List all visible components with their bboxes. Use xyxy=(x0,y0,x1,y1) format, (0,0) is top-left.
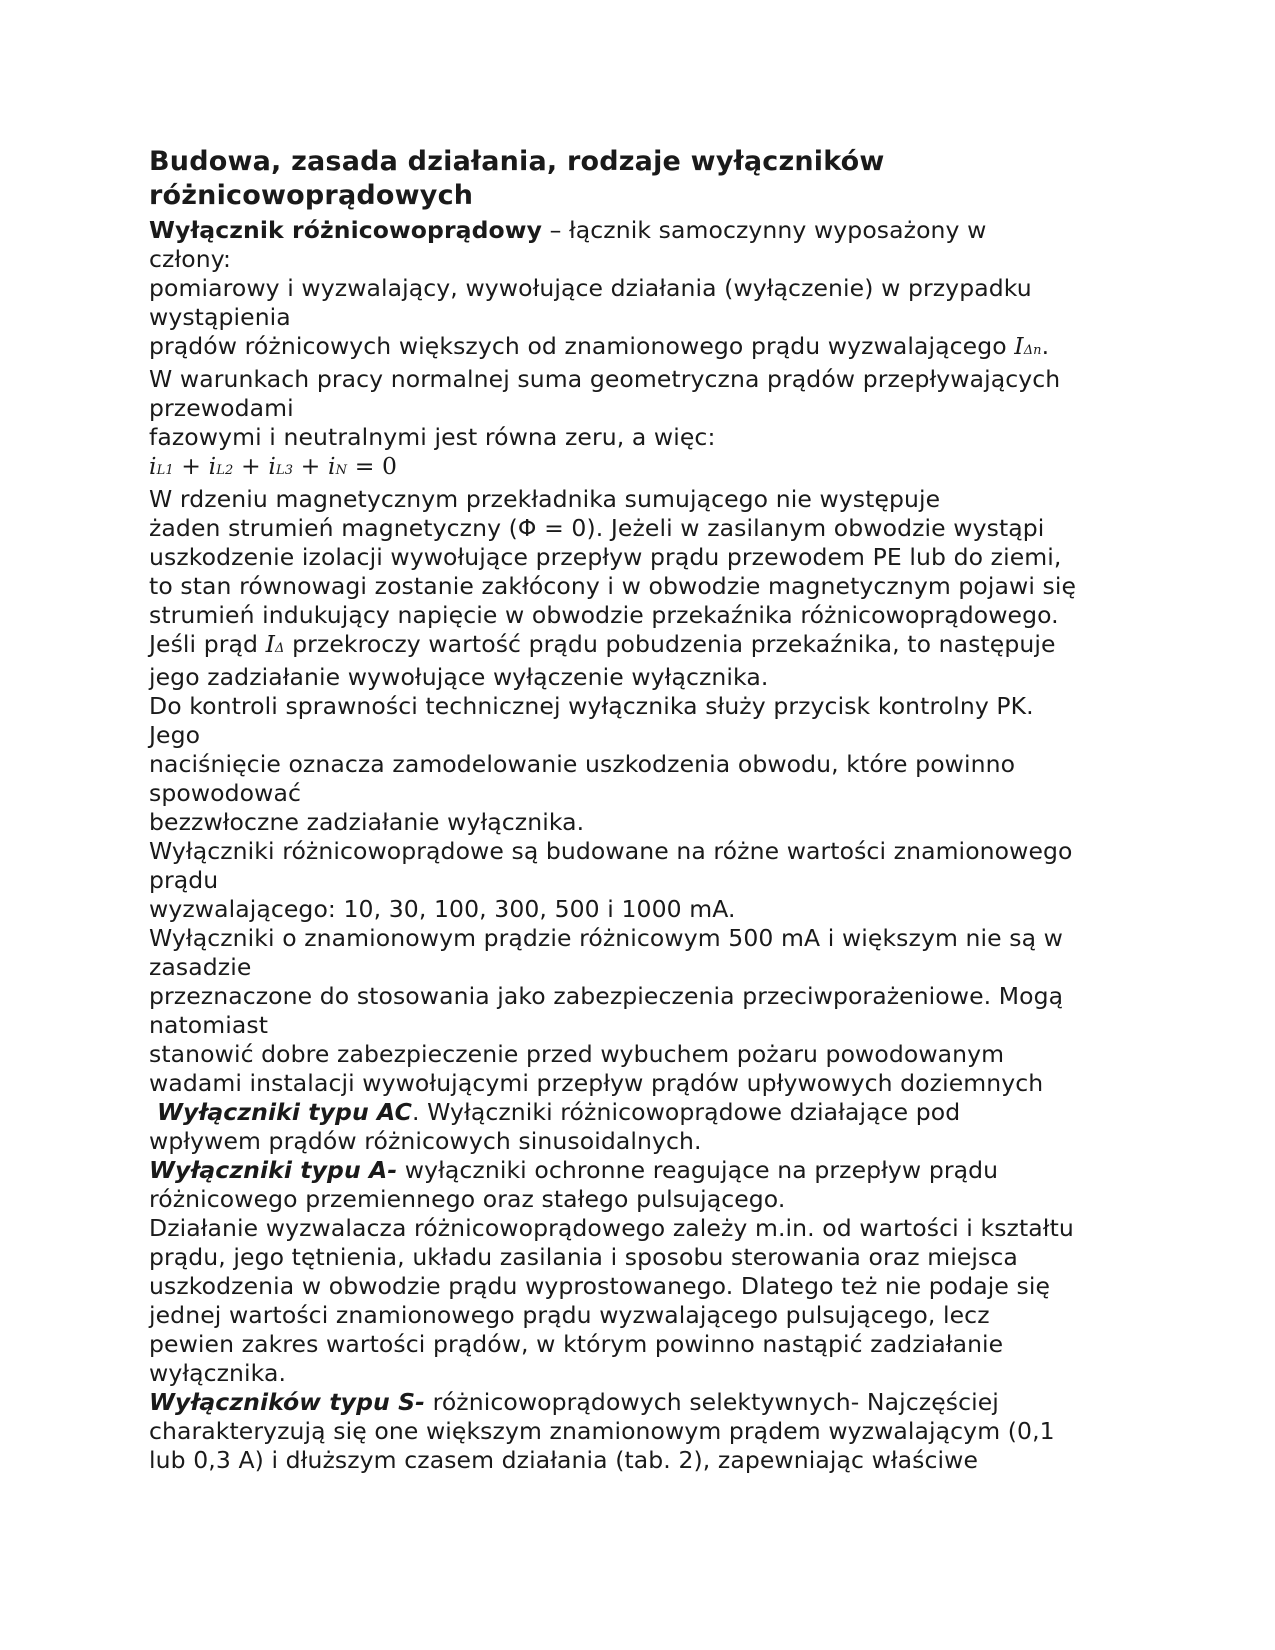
text-line: człony: xyxy=(149,245,232,273)
type-ac-term: Wyłączniki typu AC xyxy=(157,1098,412,1126)
text-line: pewien zakres wartości prądów, w którym powinno nastąpić zadziałanie xyxy=(149,1330,1004,1358)
type-a-line: Wyłączniki typu A- wyłączniki ochronne reagujące na przepływ prądu xyxy=(149,1156,999,1184)
text-line: żaden strumień magnetyczny (Φ = 0). Jeżeli w zasilanym obwodzie wystąpi xyxy=(149,514,1045,542)
text-line: przeznaczone do stosowania jako zabezpieczenia przeciwporażeniowe. Mogą xyxy=(149,982,1064,1010)
text-line: strumień indukujący napięcie w obwodzie przekaźnika różnicowoprądowego. xyxy=(149,601,1059,629)
text-line: stanowić dobre zabezpieczenie przed wybuchem pożaru powodowanym xyxy=(149,1040,1005,1068)
text-line: fazowymi i neutralnymi jest równa zeru, a więc: xyxy=(149,423,716,451)
type-s-term: Wyłączników typu S- xyxy=(149,1388,425,1416)
text-line: jednej wartości znamionowego prądu wyzwalającego pulsującego, lecz xyxy=(149,1301,990,1329)
text-line: prądu, jego tętnienia, układu zasilania i sposobu sterowania oraz miejsca xyxy=(149,1243,1018,1271)
text-line: prądów różnicowych większych od znamionowego prądu wyzwalającego IΔn. xyxy=(149,332,1050,360)
text-line: Jeśli prąd IΔ przekroczy wartość prądu pobudzenia przekaźnika, to następuje xyxy=(149,630,1056,658)
text-line: W warunkach pracy normalnej suma geometryczna prądów przepływających xyxy=(149,365,1061,393)
text-line: Jego xyxy=(149,721,201,749)
text-line: Wyłączniki różnicowoprądowe są budowane na różne wartości znamionowego xyxy=(149,837,1073,865)
text-line: W rdzeniu magnetycznym przekładnika sumującego nie występuje xyxy=(149,485,941,513)
text-line: przewodami xyxy=(149,394,294,422)
text-line: jego zadziałanie wywołujące wyłączenie wyłącznika. xyxy=(149,663,769,691)
text-line: prądu xyxy=(149,866,219,894)
page-title: Budowa, zasada działania, rodzaje wyłączników różnicowoprądowych xyxy=(149,146,885,211)
type-ac-line: Wyłączniki typu AC. Wyłączniki różnicowoprądowe działające pod xyxy=(157,1098,961,1126)
text-line: to stan równowagi zostanie zakłócony i w obwodzie magnetycznym pojawi się xyxy=(149,572,1077,600)
definition-line: Wyłącznik różnicowoprądowy – łącznik samoczynny wyposażony w xyxy=(149,216,987,244)
text-line: Działanie wyzwalacza różnicowoprądowego zależy m.in. od wartości i kształtu xyxy=(149,1214,1074,1242)
text-line: bezzwłoczne zadziałanie wyłącznika. xyxy=(149,808,585,836)
type-a-term: Wyłączniki typu A- xyxy=(149,1156,398,1184)
text-line: wadami instalacji wywołującymi przepływ prądów upływowych doziemnych xyxy=(149,1069,1044,1097)
defined-term: Wyłącznik różnicowoprądowy xyxy=(149,216,543,244)
text-line: uszkodzenia w obwodzie prądu wyprostowanego. Dlatego też nie podaje się xyxy=(149,1272,1051,1300)
text-line: Do kontroli sprawności technicznej wyłącznika służy przycisk kontrolny PK. xyxy=(149,692,1034,720)
text-line: natomiast xyxy=(149,1011,269,1039)
text-line: Wyłączniki o znamionowym prądzie różnicowym 500 mA i większym nie są w xyxy=(149,924,1063,952)
text-line: charakteryzują się one większym znamionowym prądem wyzwalającym (0,1 xyxy=(149,1417,1055,1445)
text-line: wpływem prądów różnicowych sinusoidalnych. xyxy=(149,1127,702,1155)
text-line: spowodować xyxy=(149,779,301,807)
text-line: uszkodzenie izolacji wywołujące przepływ prądu przewodem PE lub do ziemi, xyxy=(149,543,1062,571)
text-line: zasadzie xyxy=(149,953,252,981)
text-line: wystąpienia xyxy=(149,303,291,331)
text-line: lub 0,3 A) i dłuższym czasem działania (tab. 2), zapewniając właściwe xyxy=(149,1446,979,1474)
text-line: wyłącznika. xyxy=(149,1359,287,1387)
text-line: różnicowego przemiennego oraz stałego pulsującego. xyxy=(149,1185,786,1213)
text-line: naciśnięcie oznacza zamodelowanie uszkodzenia obwodu, które powinno xyxy=(149,750,1016,778)
type-s-line: Wyłączników typu S- różnicowoprądowych selektywnych- Najczęściej xyxy=(149,1388,999,1416)
text-line: wyzwalającego: 10, 30, 100, 300, 500 i 1000 mA. xyxy=(149,895,736,923)
text-line: pomiarowy i wyzwalający, wywołujące działania (wyłączenie) w przypadku xyxy=(149,274,1032,302)
document-body xyxy=(149,145,1149,1475)
current-sum-equation: iL1 + iL2 + iL3 + iN = 0 xyxy=(149,452,398,480)
